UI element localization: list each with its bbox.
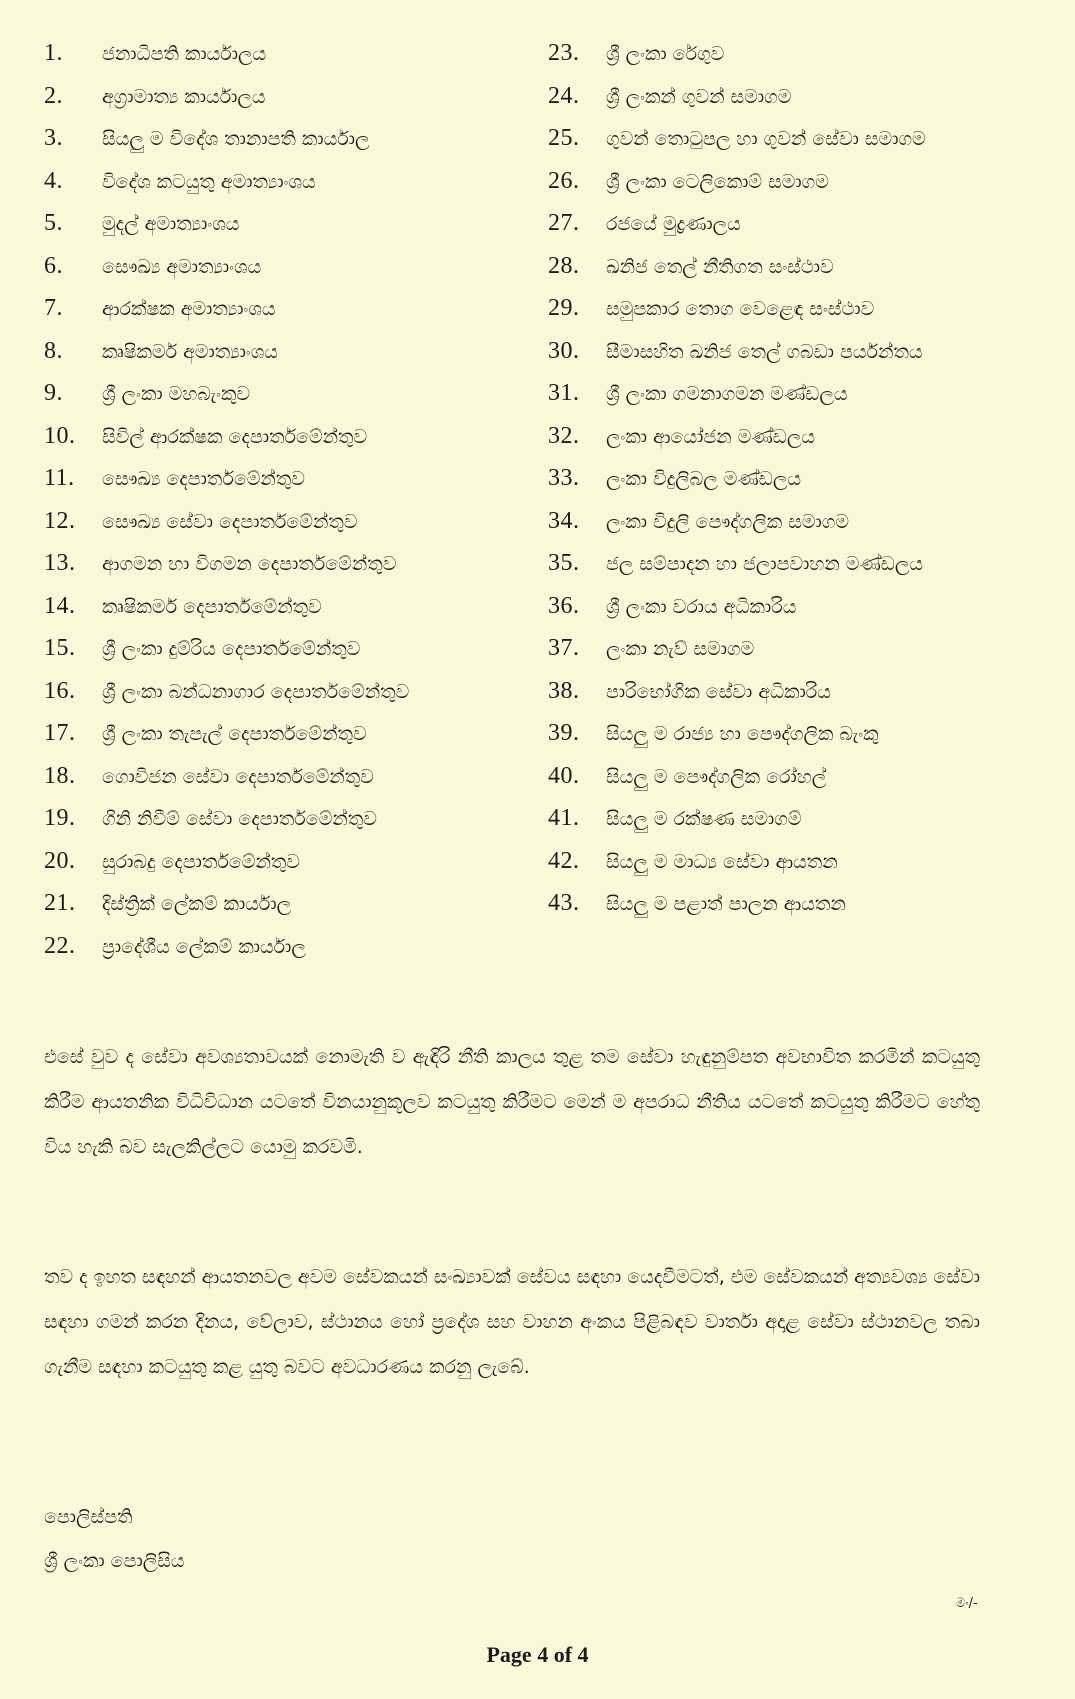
list-item-label: ශ්‍රී ලංකා රේගුව	[606, 43, 725, 65]
list-item-label: සෞඛ්‍ය දෙපාර්තමේන්තුව	[102, 468, 305, 490]
list-item-label: ජල සම්පාදන හා ජලාපවාහන මණ්ඩලය	[606, 553, 924, 575]
list-item	[44, 40, 524, 83]
list-item-number: 13.	[44, 550, 76, 576]
list-item-number: 14.	[44, 592, 76, 619]
list-item-number: 6.	[44, 252, 63, 279]
list-item	[44, 593, 524, 636]
list-item	[548, 168, 1048, 211]
list-item-label: ආරක්ෂක අමාත්‍යාංශය	[102, 298, 276, 320]
list-item	[548, 338, 1048, 381]
list-item	[44, 168, 524, 211]
list-item	[548, 508, 1048, 551]
list-item-number: 1.	[44, 40, 63, 66]
list-item-number: 39.	[548, 720, 580, 746]
list-item-number: 10.	[44, 422, 76, 449]
list-item-number: 18.	[44, 762, 76, 789]
list-item-label: ලංකා විදුලි පෞද්ගලික සමාගම	[606, 510, 850, 533]
list-item	[44, 295, 524, 338]
list-item-number: 15.	[44, 635, 76, 661]
list-item-label: ගුවන් තොටුපල හා ගුවන් සේවා සමාගම	[606, 128, 926, 150]
list-item	[548, 593, 1048, 636]
list-item-label: ගිනි නිවීම් සේවා දෙපාර්තමේන්තුව	[102, 808, 377, 830]
list-item-number: 41.	[548, 805, 580, 831]
signature-organization: ශ්‍රී ලංකා පොලිසිය	[44, 1550, 185, 1572]
page-number-footer: Page 4 of 4	[486, 1642, 589, 1667]
institution-list-left	[44, 40, 524, 975]
list-item-number: 29.	[548, 295, 580, 321]
list-item-number: 30.	[548, 337, 580, 364]
list-item	[548, 550, 1048, 593]
list-item-label: සියලු ම රක්ෂණ සමාගම්	[606, 808, 802, 830]
institution-list-right	[548, 40, 1048, 933]
list-item-label: සුරාබදු දෙපාර්තමේන්තුව	[102, 850, 300, 873]
list-item	[548, 83, 1048, 126]
list-item-label: අග්‍රාමාත්‍ය කාර්යාලය	[102, 85, 266, 108]
list-item-label: සීමාසහිත ඛනිජ තෙල් ගබඩා පර්යන්තය	[606, 340, 923, 363]
paragraph-misuse-warning: එසේ වුව ද සේවා අවශ්‍යතාවයක් නොමැති ව ඇඳිරි නීති කාලය තුළ තම සේවා හැඳුනුම්පත අවභාවිත කරමින් කටයුතු කිරීම ආයතනික විධිවිධාන යටතේ විනයානුකූලව කටයුතු කිරීමට මෙන් ම අපරාධ නීතිය යටතේ කටයුතු කිරීමට හේතු විය හැකි බව සැලකිල්ලට යොමු කරවමි.	[44, 1046, 980, 1158]
list-item-number: 21.	[44, 890, 76, 916]
continuation-mark: මං/-	[956, 1596, 978, 1611]
list-item-label: සෞඛ්‍ය සේවා දෙපාර්තමේන්තුව	[102, 510, 358, 533]
list-item-number: 43.	[548, 890, 580, 916]
list-item-label: ශ්‍රී ලංකා තැපැල් දෙපාර්තමේන්තුව	[102, 723, 367, 745]
list-item	[548, 848, 1048, 891]
list-item-label: ශ්‍රී ලංකා වරාය අධිකාරිය	[606, 595, 797, 618]
list-item-label: සියලු ම පෞද්ගලික රෝහල්	[606, 765, 827, 788]
list-item-number: 24.	[548, 82, 580, 109]
list-item-label: සියලු ම විදේශ තානාපති කාර්යාල	[102, 128, 370, 150]
list-item-label: සියලු ම මාධ්‍ය සේවා ආයතන	[606, 850, 838, 873]
list-item	[548, 720, 1048, 763]
list-item-number: 40.	[548, 762, 580, 789]
list-item-label: සමුපකාර තොග වෙළෙඳ සංස්ථාව	[606, 298, 875, 320]
list-item-number: 8.	[44, 337, 63, 364]
list-item-label: ලංකා ආයෝජන මණ්ඩලය	[606, 425, 815, 448]
paragraph-staffing-instructions: තව ද ඉහත සඳහන් ආයතනවල අවම සේවකයන් සංඛ්‍යාවක් සේවය සඳහා යෙදවීමටත්, එම සේවකයන් අත්‍යවශ්‍ය සේවා සඳහා ගමන් කරන දිනය, වේලාව, ස්ථානය හෝ ප්‍රදේශ සහ වාහන අංකය පිළිබඳව වාර්තා අදාළ සේවා ස්ථානවල තබා ගැනීම සඳහා කටයුතු කළ යුතු බවට අවධාරණය කරනු ලැබේ.	[44, 1266, 980, 1378]
list-item-label: රජයේ මුද්‍රණාලය	[606, 213, 741, 235]
list-item-label: ලංකා විදුලිබල මණ්ඩලය	[606, 468, 801, 490]
list-item-number: 23.	[548, 40, 580, 66]
list-item	[44, 848, 524, 891]
list-item	[548, 805, 1048, 848]
list-item	[548, 253, 1048, 296]
list-item-number: 25.	[548, 125, 580, 151]
list-item-number: 31.	[548, 380, 580, 406]
list-item-number: 2.	[44, 82, 63, 109]
list-item-label: ශ්‍රී ලංකා බන්ධනාගාර දෙපාර්තමේන්තුව	[102, 680, 410, 703]
list-item-number: 28.	[548, 252, 580, 279]
list-item	[44, 380, 524, 423]
list-item	[44, 83, 524, 126]
list-item-number: 17.	[44, 720, 76, 746]
list-item-label: මුදල් අමාත්‍යාංශය	[102, 213, 240, 235]
list-item	[44, 678, 524, 721]
list-item-number: 37.	[548, 635, 580, 661]
list-item	[44, 125, 524, 168]
list-item-label: ආගමන හා විගමන දෙපාර්තමේන්තුව	[102, 553, 397, 575]
list-item-number: 5.	[44, 210, 63, 236]
list-item-number: 11.	[44, 465, 75, 491]
list-item-number: 9.	[44, 380, 63, 406]
list-item-label: ශ්‍රී ලංකා ටෙලිකොම් සමාගම	[606, 170, 829, 193]
list-item-label: කෘෂිකර්ම අමාත්‍යාංශය	[102, 340, 278, 363]
list-item-label: ශ්‍රී ලංකා දුම්රිය දෙපාර්තමේන්තුව	[102, 638, 361, 660]
list-item-number: 16.	[44, 677, 76, 704]
list-item-label: ගොවිජන සේවා දෙපාර්තමේන්තුව	[102, 765, 374, 788]
list-item	[548, 125, 1048, 168]
list-item	[548, 295, 1048, 338]
list-item-number: 42.	[548, 847, 580, 874]
list-item-number: 4.	[44, 167, 63, 194]
list-item	[44, 423, 524, 466]
list-item-label: සියලු ම පළාත් පාලන ආයතන	[606, 893, 846, 915]
list-item	[548, 678, 1048, 721]
list-item-number: 22.	[44, 932, 76, 959]
list-item-number: 7.	[44, 295, 63, 321]
list-item-number: 35.	[548, 550, 580, 576]
list-item-label: ඛනිජ තෙල් නීතිගත සංස්ථාව	[606, 255, 834, 278]
list-item-label: සියලු ම රාජ්‍ය හා පෞද්ගලික බැංකු	[606, 723, 879, 745]
list-item	[44, 635, 524, 678]
list-item-label: ලංකා නැව් සමාගම	[606, 638, 755, 660]
list-item	[548, 210, 1048, 253]
list-item	[44, 465, 524, 508]
list-item	[44, 550, 524, 593]
signature-title: පොලිස්පති	[44, 1506, 133, 1528]
list-item-number: 26.	[548, 167, 580, 194]
list-item	[44, 253, 524, 296]
list-item-label: ජනාධිපති කාර්යාලය	[102, 43, 267, 65]
list-item-label: ශ්‍රී ලංකා මහබැංකුව	[102, 383, 251, 405]
list-item-number: 12.	[44, 507, 76, 534]
list-item	[44, 210, 524, 253]
list-item	[44, 890, 524, 933]
list-item-label: ප්‍රාදේශීය ලේකම් කාර්යාල	[102, 935, 306, 958]
list-item	[44, 805, 524, 848]
list-item-label: ශ්‍රී ලංකන් ගුවන් සමාගම	[606, 85, 792, 108]
list-item-label: කෘෂිකර්ම දෙපාර්තමේන්තුව	[102, 595, 322, 618]
list-item-number: 27.	[548, 210, 580, 236]
list-item-number: 20.	[44, 847, 76, 874]
list-item-number: 33.	[548, 465, 580, 491]
list-item	[548, 423, 1048, 466]
list-item	[548, 40, 1048, 83]
list-item-number: 38.	[548, 677, 580, 704]
list-item-label: සිවිල් ආරක්ෂක දෙපාර්තමේන්තුව	[102, 425, 368, 448]
list-item-label: ශ්‍රී ලංකා ගමනාගමන මණ්ඩලය	[606, 383, 848, 405]
list-item	[548, 380, 1048, 423]
list-item-number: 34.	[548, 507, 580, 534]
list-item-label: විදේශ කටයුතු අමාත්‍යාංශය	[102, 170, 316, 193]
list-item-label: පාරිභෝගික සේවා අධිකාරිය	[606, 680, 831, 703]
list-item-label: සෞඛ්‍ය අමාත්‍යාංශය	[102, 255, 262, 278]
list-item	[44, 720, 524, 763]
list-item-number: 19.	[44, 805, 76, 831]
list-item-number: 36.	[548, 592, 580, 619]
list-item-number: 32.	[548, 422, 580, 449]
list-item	[44, 933, 524, 976]
list-item	[548, 465, 1048, 508]
list-item	[548, 635, 1048, 678]
list-item	[44, 338, 524, 381]
list-item	[548, 763, 1048, 806]
list-item	[44, 508, 524, 551]
list-item-label: දිස්ත්‍රික් ලේකම් කාර්යාල	[102, 893, 292, 915]
list-item-number: 3.	[44, 125, 63, 151]
list-item	[44, 763, 524, 806]
list-item	[548, 890, 1048, 933]
